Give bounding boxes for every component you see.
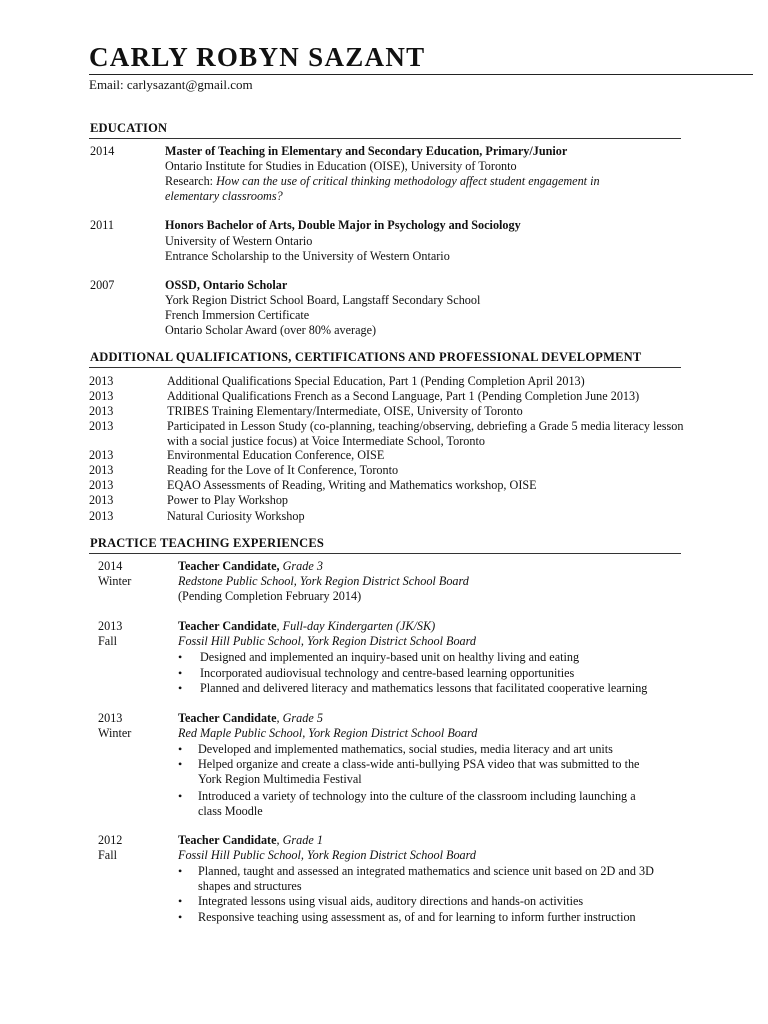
practice-bullet: Planned, taught and assessed an integrated mathematics and science unit based on 2D and 3D (198, 864, 654, 878)
practice-bullet: Incorporated audiovisual technology and centre-based learning opportunities (200, 666, 575, 680)
bullet-glyph: • (178, 742, 183, 756)
qual-year: 2013 (89, 404, 114, 418)
research-topic-cont: elementary classrooms? (165, 189, 283, 203)
qual-year: 2013 (89, 463, 114, 477)
bullet-glyph: • (178, 789, 183, 803)
role-grade: Grade 3 (282, 559, 323, 573)
practice-bullet: Planned and delivered literacy and mathematics lessons that facilitated cooperative learning (200, 681, 648, 695)
bullet-glyph: • (178, 757, 183, 771)
qualifications-divider (89, 367, 681, 368)
practice-year: 2013 (98, 619, 123, 633)
edu-year: 2011 (90, 218, 114, 232)
practice-term: Winter (98, 574, 132, 588)
practice-bullet-cont: shapes and structures (198, 879, 302, 893)
role-title: Teacher Candidate (178, 711, 277, 725)
practice-term: Fall (98, 848, 117, 862)
edu-degree: Master of Teaching in Elementary and Secondary Education, Primary/Junior (165, 144, 568, 158)
qual-item: Additional Qualifications French as a Second Language, Part 1 (Pending Completion June 2013) (167, 389, 640, 403)
qualifications-heading: ADDITIONAL QUALIFICATIONS, CERTIFICATIONS AND PROFESSIONAL DEVELOPMENT (90, 350, 642, 364)
qual-item: Natural Curiosity Workshop (167, 509, 305, 523)
edu-detail: York Region District School Board, Langstaff Secondary School (165, 293, 481, 307)
practice-school: Fossil Hill Public School, York Region District School Board (178, 634, 477, 648)
research-label: Research: (165, 174, 214, 188)
candidate-name: CARLY ROBYN SAZANT (89, 42, 426, 72)
practice-bullet: Introduced a variety of technology into the culture of the classroom including launching a (198, 789, 636, 803)
research-topic: How can the use of critical thinking methodology affect student engagement in (216, 174, 600, 188)
bullet-glyph: • (178, 910, 183, 924)
bullet-glyph: • (178, 650, 183, 664)
practice-bullet: Helped organize and create a class-wide anti-bullying PSA video that was submitted to the (198, 757, 640, 771)
edu-year: 2007 (90, 278, 115, 292)
role-title: Teacher Candidate (178, 833, 277, 847)
edu-institution: Ontario Institute for Studies in Education (OISE), University of Toronto (165, 159, 517, 173)
qual-item: EQAO Assessments of Reading, Writing and Mathematics workshop, OISE (167, 478, 537, 492)
practice-term: Fall (98, 634, 117, 648)
qual-item: Additional Qualifications Special Education, Part 1 (Pending Completion April 2013) (167, 374, 585, 388)
practice-year: 2012 (98, 833, 123, 847)
practice-term: Winter (98, 726, 132, 740)
edu-detail: French Immersion Certificate (165, 308, 310, 322)
qual-item: Participated in Lesson Study (co-planning, teaching/observing, debriefing a Grade 5 media literacy lesson (167, 419, 684, 433)
edu-detail: Ontario Scholar Award (over 80% average) (165, 323, 377, 337)
practice-school: Redstone Public School, York Region District School Board (178, 574, 469, 588)
role-grade: , Grade 5 (276, 711, 323, 725)
qual-item: Reading for the Love of It Conference, Toronto (167, 463, 399, 477)
practice-divider (89, 553, 681, 554)
edu-detail: Entrance Scholarship to the University of Western Ontario (165, 249, 450, 263)
qual-item: Power to Play Workshop (167, 493, 289, 507)
edu-research (165, 174, 600, 189)
practice-bullet-cont: class Moodle (198, 804, 263, 818)
qual-year: 2013 (89, 389, 114, 403)
qual-year: 2013 (89, 478, 114, 492)
qual-item: Environmental Education Conference, OISE (167, 448, 385, 462)
practice-role (178, 711, 323, 726)
education-heading: EDUCATION (90, 121, 168, 135)
practice-school: Red Maple Public School, York Region District School Board (178, 726, 478, 740)
practice-role (178, 559, 323, 574)
practice-bullet-cont: York Region Multimedia Festival (198, 772, 362, 786)
qual-year: 2013 (89, 374, 114, 388)
edu-year: 2014 (90, 144, 115, 158)
practice-heading: PRACTICE TEACHING EXPERIENCES (90, 536, 325, 550)
practice-school: Fossil Hill Public School, York Region District School Board (178, 848, 477, 862)
email-line: Email: carlysazant@gmail.com (89, 77, 253, 92)
practice-bullet: Integrated lessons using visual aids, auditory directions and hands-on activities (198, 894, 584, 908)
qual-item: TRIBES Training Elementary/Intermediate, OISE, University of Toronto (167, 404, 523, 418)
practice-note: (Pending Completion February 2014) (178, 589, 362, 603)
practice-year: 2013 (98, 711, 123, 725)
header-divider (89, 74, 753, 75)
role-title: Teacher Candidate (178, 619, 277, 633)
practice-role (178, 833, 323, 848)
role-grade: , Grade 1 (276, 833, 323, 847)
bullet-glyph: • (178, 864, 183, 878)
bullet-glyph: • (178, 666, 183, 680)
role-grade: , Full-day Kindergarten (JK/SK) (276, 619, 436, 633)
practice-bullet: Designed and implemented an inquiry-based unit on healthy living and eating (200, 650, 580, 664)
role-title: Teacher Candidate, (178, 559, 280, 573)
edu-detail: University of Western Ontario (165, 234, 313, 248)
qual-year: 2013 (89, 509, 114, 523)
practice-bullet: Developed and implemented mathematics, social studies, media literacy and art units (198, 742, 613, 756)
practice-bullet: Responsive teaching using assessment as, of and for learning to inform further instruction (198, 910, 636, 924)
qual-year: 2013 (89, 493, 114, 507)
qual-year: 2013 (89, 448, 114, 462)
qual-item-cont: with a social justice focus) at Voice Intermediate School, Toronto (167, 434, 485, 448)
edu-degree: OSSD, Ontario Scholar (165, 278, 288, 292)
practice-role (178, 619, 435, 634)
practice-year: 2014 (98, 559, 123, 573)
bullet-glyph: • (178, 681, 183, 695)
qual-year: 2013 (89, 419, 114, 433)
education-divider (89, 138, 681, 139)
edu-degree: Honors Bachelor of Arts, Double Major in Psychology and Sociology (165, 218, 521, 232)
bullet-glyph: • (178, 894, 183, 908)
